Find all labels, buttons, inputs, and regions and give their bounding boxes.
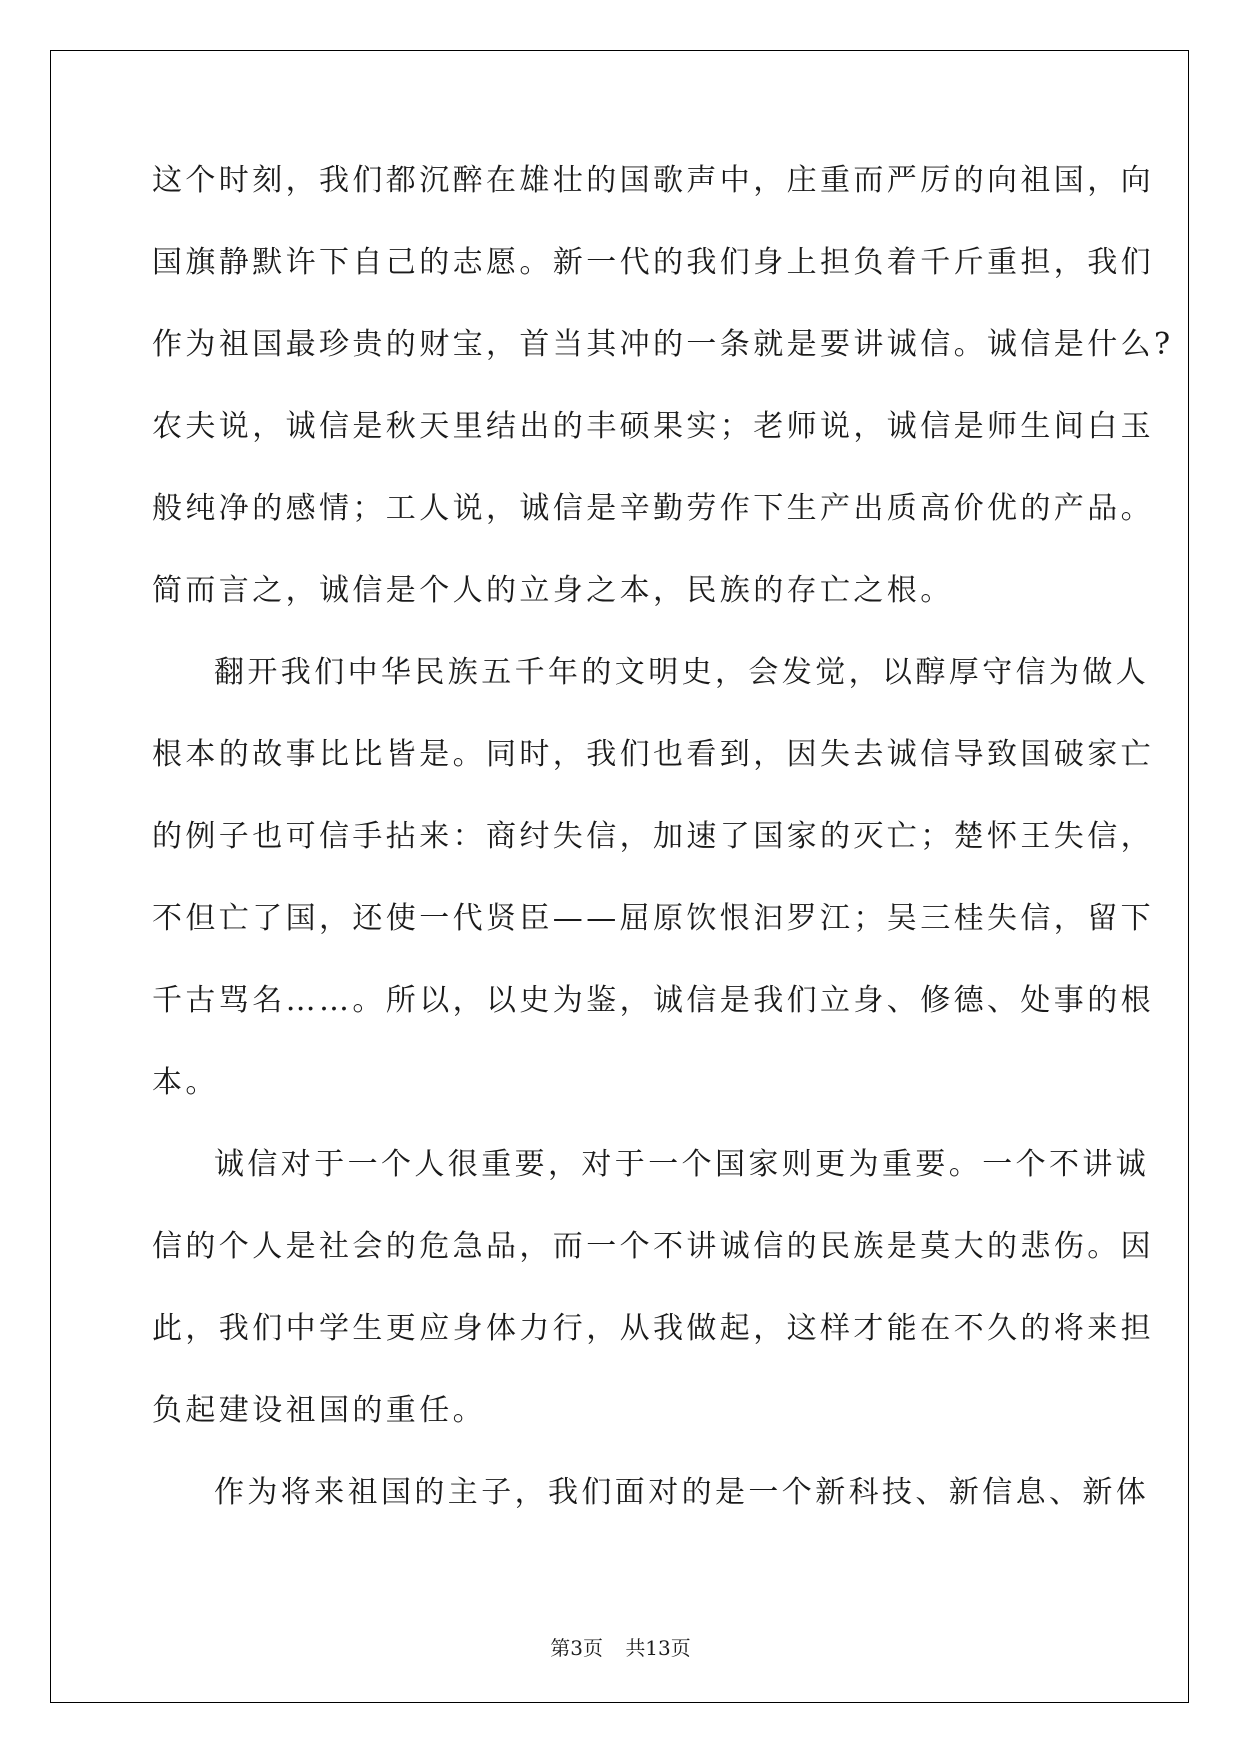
text-line: 不但亡了国，还使一代贤臣——屈原饮恨汩罗江；吴三桂失信，留下 (152, 901, 1154, 936)
page-number: 第3页 (550, 1636, 603, 1660)
text-line: 千古骂名……。所以，以史为鉴，诚信是我们立身、修德、处事的根 (152, 983, 1154, 1018)
page-footer (0, 1632, 1241, 1661)
text-line: 般纯净的感情；工人说，诚信是辛勤劳作下生产出质高价优的产品。 (152, 491, 1154, 526)
text-line: 的例子也可信手拈来：商纣失信，加速了国家的灭亡；楚怀王失信， (152, 819, 1154, 854)
text-line: 负起建设祖国的重任。 (152, 1393, 486, 1428)
paragraph-first-line: 作为将来祖国的主子，我们面对的是一个新科技、新信息、新体 (214, 1475, 1150, 1510)
text-line: 国旗静默许下自己的志愿。新一代的我们身上担负着千斤重担，我们 (152, 245, 1154, 280)
paragraph-first-line: 诚信对于一个人很重要，对于一个国家则更为重要。一个不讲诚 (214, 1147, 1150, 1182)
text-line: 本。 (152, 1065, 219, 1100)
page-total: 共13页 (625, 1636, 691, 1660)
text-line: 此，我们中学生更应身体力行，从我做起，这样才能在不久的将来担 (152, 1311, 1154, 1346)
text-line: 作为祖国最珍贵的财宝，首当其冲的一条就是要讲诚信。诚信是什么? (152, 327, 1174, 362)
text-line: 根本的故事比比皆是。同时，我们也看到，因失去诚信导致国破家亡 (152, 737, 1154, 772)
document-body (152, 160, 1174, 1554)
text-line: 农夫说，诚信是秋天里结出的丰硕果实；老师说，诚信是师生间白玉 (152, 409, 1154, 444)
text-line: 这个时刻，我们都沉醉在雄壮的国歌声中，庄重而严厉的向祖国，向 (152, 163, 1154, 198)
paragraph-first-line: 翻开我们中华民族五千年的文明史，会发觉，以醇厚守信为做人 (214, 655, 1150, 690)
text-line: 简而言之，诚信是个人的立身之本，民族的存亡之根。 (152, 573, 954, 608)
text-line: 信的个人是社会的危急品，而一个不讲诚信的民族是莫大的悲伤。因 (152, 1229, 1154, 1264)
